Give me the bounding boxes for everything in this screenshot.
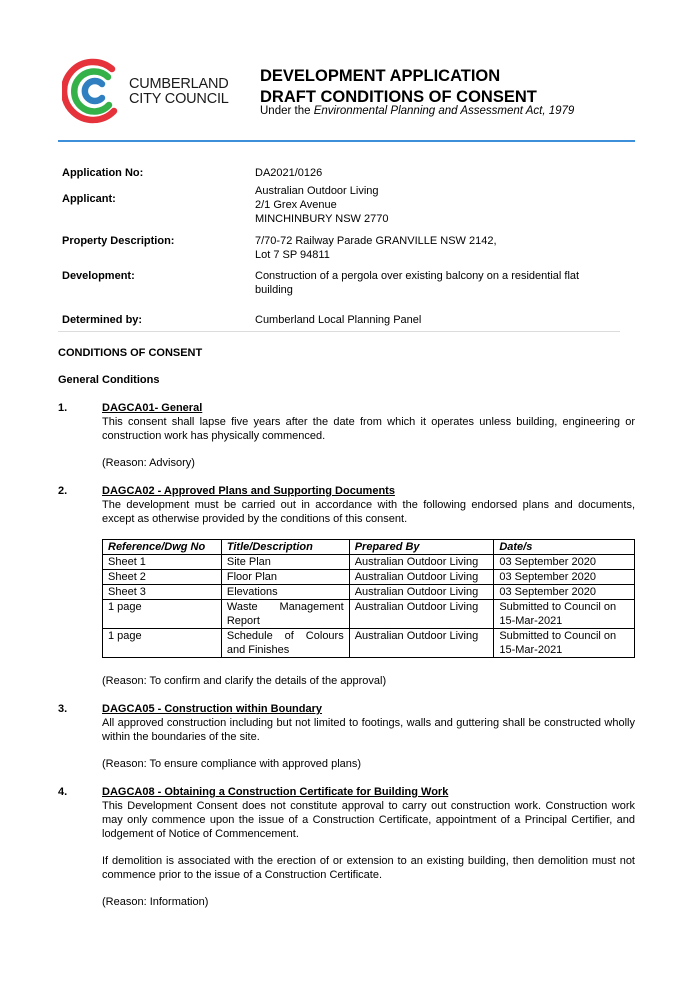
table-cell: Waste Management Report: [221, 600, 349, 629]
table-cell: Australian Outdoor Living: [349, 585, 494, 600]
table-cell: 03 September 2020: [494, 585, 635, 600]
table-cell: Elevations: [221, 585, 349, 600]
condition-3-number: 3.: [58, 703, 68, 715]
general-conditions-heading: General Conditions: [58, 374, 160, 386]
application-no-value: DA2021/0126: [255, 167, 323, 179]
table-row: [103, 629, 635, 658]
condition-1-body: This consent shall lapse five years after the date from which it operates unless building, engineering or construction work has physically commenced.: [102, 416, 635, 442]
council-logo: [62, 55, 124, 127]
table-header-cell: Reference/Dwg No: [103, 540, 222, 555]
condition-1-title: DAGCA01- General: [102, 402, 203, 414]
condition-1-reason: (Reason: Advisory): [102, 457, 195, 469]
table-header-cell: Title/Description: [221, 540, 349, 555]
table-cell: Site Plan: [221, 555, 349, 570]
table-header-cell: Date/s: [494, 540, 635, 555]
council-name: [129, 77, 229, 107]
property-value: [255, 234, 625, 262]
application-no-label: Application No:: [62, 167, 144, 179]
table-row: [103, 555, 635, 570]
development-label: Development:: [62, 270, 135, 282]
determined-by-value: Cumberland Local Planning Panel: [255, 314, 422, 326]
condition-2-body: The development must be carried out in accordance with the following endorsed plans and documents, except as otherwise provided by the conditions of this consent.: [102, 499, 635, 525]
table-row: [103, 600, 635, 629]
header-divider: [58, 140, 635, 142]
condition-4-title: DAGCA08 - Obtaining a Construction Certificate for Building Work: [102, 786, 449, 798]
table-cell: Australian Outdoor Living: [349, 570, 494, 585]
condition-2-number: 2.: [58, 485, 68, 497]
applicant-value: [255, 184, 625, 226]
table-cell: Floor Plan: [221, 570, 349, 585]
table-row: [103, 585, 635, 600]
table-cell: Sheet 3: [103, 585, 222, 600]
property-lot: Lot 7 SP 94811: [255, 249, 330, 261]
condition-2-reason: (Reason: To confirm and clarify the details of the approval): [102, 675, 387, 687]
table-cell: Submitted to Council on 15-Mar-2021: [494, 629, 635, 658]
table-cell: Schedule of Colours and Finishes: [221, 629, 349, 658]
applicant-suburb: MINCHINBURY NSW 2770: [255, 213, 389, 225]
determined-by-label: Determined by:: [62, 314, 143, 326]
table-header-row: [103, 540, 635, 555]
table-cell: Submitted to Council on 15-Mar-2021: [494, 600, 635, 629]
table-cell: Australian Outdoor Living: [349, 600, 494, 629]
applicant-street: 2/1 Grex Avenue: [255, 199, 337, 211]
act-prefix: Under the: [260, 105, 314, 117]
table-cell: Australian Outdoor Living: [349, 629, 494, 658]
property-address: 7/70-72 Railway Parade GRANVILLE NSW 2142,: [255, 235, 497, 247]
table-row: [103, 570, 635, 585]
condition-3-title: DAGCA05 - Construction within Boundary: [102, 703, 322, 715]
table-cell: 03 September 2020: [494, 555, 635, 570]
table-cell: 1 page: [103, 629, 222, 658]
table-cell: Australian Outdoor Living: [349, 555, 494, 570]
condition-4-body-1: This Development Consent does not constitute approval to carry out construction work. Construction work may only commence upon the issue of a Construction Certificate, appointment of a Principal Certifier, and lodgement of Notice of Commencement.: [102, 800, 635, 840]
condition-1-number: 1.: [58, 402, 68, 414]
document-subtitle: DRAFT CONDITIONS OF CONSENT: [260, 88, 537, 106]
table-header-cell: Prepared By: [349, 540, 494, 555]
conditions-heading: CONDITIONS OF CONSENT: [58, 347, 203, 359]
condition-3-body: All approved construction including but not limited to footings, walls and guttering shall be constructed wholly within the boundaries of the site.: [102, 717, 635, 743]
table-cell: Sheet 2: [103, 570, 222, 585]
development-value: [255, 269, 625, 297]
act-name: Environmental Planning and Assessment Act, 1979: [313, 105, 575, 117]
condition-4-body-2: If demolition is associated with the erection of or extension to an existing building, then demolition must not commence prior to the issue of a Construction Certificate.: [102, 855, 635, 881]
condition-2-title: DAGCA02 - Approved Plans and Supporting Documents: [102, 485, 395, 497]
council-name-line1: CUMBERLAND: [129, 76, 229, 92]
property-label: Property Description:: [62, 235, 175, 247]
document-title: DEVELOPMENT APPLICATION: [260, 67, 501, 85]
condition-4-reason: (Reason: Information): [102, 896, 209, 908]
approved-documents-table: [102, 539, 635, 658]
table-cell: 1 page: [103, 600, 222, 629]
condition-4-number: 4.: [58, 786, 68, 798]
council-name-line2: CITY COUNCIL: [129, 91, 229, 107]
table-cell: Sheet 1: [103, 555, 222, 570]
details-divider: [58, 331, 620, 332]
applicant-name: Australian Outdoor Living: [255, 185, 379, 197]
table-cell: 03 September 2020: [494, 570, 635, 585]
development-line2: building: [255, 284, 293, 296]
condition-3-reason: (Reason: To ensure compliance with approved plans): [102, 758, 362, 770]
act-reference: [260, 104, 574, 118]
development-line1: Construction of a pergola over existing balcony on a residential flat: [255, 270, 580, 282]
applicant-label: Applicant:: [62, 193, 116, 205]
